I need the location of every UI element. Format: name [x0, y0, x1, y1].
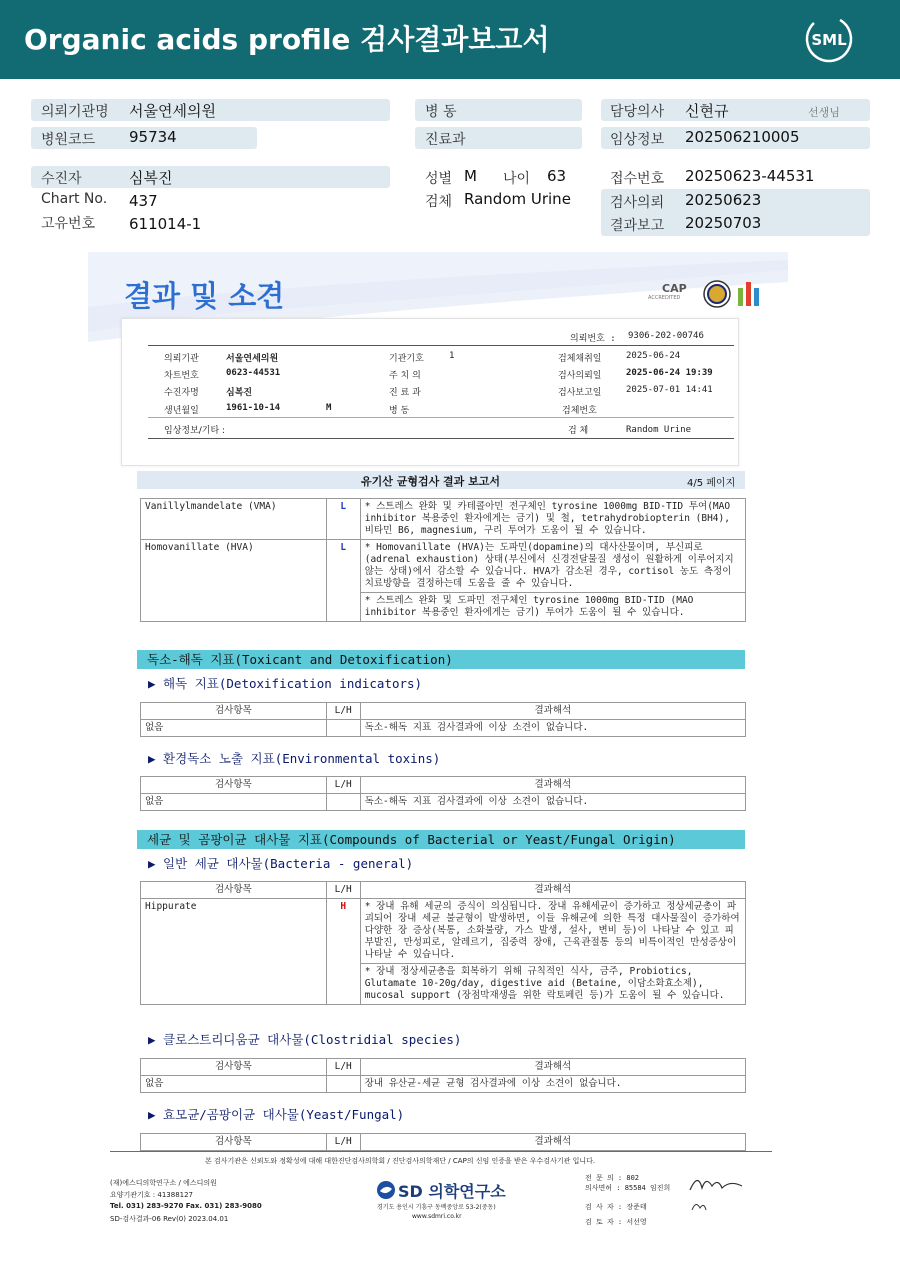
hosp-code-value: 95734: [129, 128, 177, 146]
footer-sig-3: 검 사 자 : 장준태: [585, 1203, 647, 1211]
col-item: 검사항목: [141, 1059, 327, 1076]
table-row: [141, 1076, 746, 1093]
detox-table: [140, 702, 746, 737]
page-header: [0, 0, 900, 79]
seal-icon: [703, 280, 731, 308]
col-interp: 결과해석: [360, 1134, 745, 1151]
none-cell: 없음: [141, 794, 327, 811]
req-inst-label: 의뢰기관명: [41, 104, 109, 120]
col-lh: L/H: [326, 882, 360, 899]
table-row: [141, 499, 746, 540]
page-title: Organic acids profile 검사결과보고서: [24, 23, 550, 56]
toxicant-band: 독소-해독 지표(Toxicant and Detoxification): [137, 650, 745, 669]
bacteria-general-subheading: ▶ 일반 세균 대사물(Bacteria - general): [148, 856, 414, 871]
col-interp: 결과해석: [360, 1059, 745, 1076]
col-lh: L/H: [326, 777, 360, 794]
hva-name: Homovanillate (HVA): [141, 540, 327, 622]
yeast-subheading: ▶ 효모균/곰팡이균 대사물(Yeast/Fungal): [148, 1107, 405, 1122]
none-text: 독소-해독 지표 검사결과에 이상 소견이 없습니다.: [360, 720, 745, 737]
sd-brand-icon: [376, 1180, 396, 1200]
patient-label: 수진자명: [164, 388, 199, 398]
col-lh: L/H: [326, 1134, 360, 1151]
detox-subheading: ▶ 해독 지표(Detoxification indicators): [148, 676, 423, 691]
env-toxins-subheading: ▶ 환경독소 노출 지표(Environmental toxins): [148, 751, 441, 766]
hva-text-2: * 스트레스 완화 및 도파민 전구체인 tyrosine 1000mg BID-TID (MAO inhibitor 복용중인 환자에게는 금기) 투여가 도움이 될 수 있습니다.: [360, 593, 745, 622]
footer-left-4: SD-검사결과-06 Rev(0) 2023.04.01: [110, 1215, 229, 1223]
inst-code-value: 1: [449, 351, 455, 361]
report-page-title: 유기산 균형검사 결과 보고서: [361, 475, 500, 488]
footer-sig-1: 전 문 의 : 802: [585, 1174, 640, 1182]
none-cell: 없음: [141, 720, 327, 737]
report-document: [88, 252, 788, 1157]
specimen-value-2: Random Urine: [626, 425, 692, 435]
chart-label: Chart No.: [41, 191, 108, 207]
uid-label: 고유번호: [41, 216, 96, 232]
doctor-label-2: 주 치 의: [389, 371, 421, 381]
col-interp: 결과해석: [360, 703, 745, 720]
accreditation-logo-icon: [736, 280, 762, 308]
doctor-suffix: 선생님: [808, 106, 840, 119]
yeast-table: [140, 1133, 746, 1151]
bacterial-band: 세균 및 곰팡이균 대사물 지표(Compounds of Bacterial or Yeast/Fungal Origin): [137, 830, 745, 849]
sex-value: M: [464, 167, 477, 185]
table-row: [141, 794, 746, 811]
footer-sig-2: 의사면허 : 85584 임진희: [585, 1184, 671, 1192]
dept-label-2: 진 료 과: [389, 388, 421, 398]
ward-label: 병 동: [425, 104, 457, 120]
ward-label-2: 병 동: [389, 406, 410, 416]
sd-brand-name: SD 의학연구소: [398, 1182, 506, 1201]
inst-value: 서울연세의원: [226, 354, 279, 364]
report-info-box: [121, 318, 739, 466]
doctor-value: 신현규: [685, 102, 729, 120]
chart-label-2: 차트번호: [164, 371, 199, 381]
req-inst-value: 서울연세의원: [129, 102, 216, 120]
hva-text-1: * Homovanillate (HVA)는 도파민(dopamine)의 대사산물이며, 부신피로(adrenal exhaustion) 상태(부신에서 신경전달물질 생성이 원활하게 이루어지지 않는 상태)에서 감소할 수 있습니다. HVA가 감소된 경우, cortisol 농도 측정이 치료방향을 결정하는데 도움을 줄 수 있습니다.: [360, 540, 745, 593]
inst-label: 의뢰기관: [164, 354, 199, 364]
page-number: 4/5 페이지: [687, 478, 736, 489]
collect-value: 2025-06-24: [626, 351, 681, 361]
col-item: 검사항목: [141, 777, 327, 794]
col-lh: L/H: [326, 703, 360, 720]
footer-left-3: Tel. 031) 283-9270 Fax. 031) 283-9080: [110, 1202, 262, 1210]
clinical-label-2: 임상정보/기타 :: [164, 426, 226, 436]
hippurate-name: Hippurate: [141, 899, 327, 1005]
rep-date-value: 2025-07-01 14:41: [626, 385, 713, 395]
doctor-label: 담당의사: [610, 104, 665, 120]
signature-icon: [688, 1170, 744, 1196]
col-interp: 결과해석: [360, 777, 745, 794]
footer-left-1: (재)에스디의학연구소 / 에스디의원: [110, 1179, 217, 1187]
age-label: 나이: [503, 171, 531, 187]
col-interp: 결과해석: [360, 882, 745, 899]
footer-website: www.sdmri.co.kr: [412, 1213, 462, 1220]
name-value: 심복진: [129, 169, 173, 187]
none-cell: 없음: [141, 1076, 327, 1093]
hippurate-text-1: * 장내 유해 세균의 증식이 의심됩니다. 장내 유해세균이 증가하고 정상세균총이 파괴되어 장내 세균 불균형이 발생하면, 이들 유해균에 의한 특정 대사물질이 증가하여 다양한 장 증상(복통, 소화불량, 가스 발생, 설사, 변비 등)이 나타날 수 있고 피부발진, 만성피로, 알레르기, 집중력 장애, 근육관절통 등의 비특이적인 만성증상이 나타날 수 있습니다.: [360, 899, 745, 964]
receipt-value: 20250623-44531: [685, 167, 815, 185]
table-row: [141, 720, 746, 737]
name-label: 수진자: [41, 171, 82, 187]
hippurate-lh: H: [326, 899, 360, 1005]
req-no-value: 9306-202-00746: [628, 331, 704, 341]
chart-value: 437: [129, 192, 158, 210]
req-date-value: 2025-06-24 19:39: [626, 368, 713, 378]
req-date-label: 검사의뢰일: [558, 371, 602, 381]
cap-cert-icon: CAP ACCREDITED: [648, 282, 687, 301]
footer-notice: 본 검사기관은 신뢰도와 정확성에 대해 대한진단검사의학회 / 진단검사의학재단 / CAP의 신임 인증을 받은 우수검사기관 입니다.: [205, 1157, 596, 1165]
specimen-label-2: 검 체: [568, 426, 589, 436]
catecholamine-table: [140, 498, 746, 622]
section-title-bar: [137, 471, 745, 489]
requested-value: 20250623: [685, 191, 762, 209]
req-no-label: 의뢰번호 :: [570, 334, 616, 344]
sex-value-2: M: [326, 403, 332, 413]
col-lh: L/H: [326, 1059, 360, 1076]
specimen-label: 검체: [425, 194, 453, 210]
dob-value: 1961-10-14: [226, 403, 281, 413]
row-bg: [31, 166, 390, 188]
uid-value: 611014-1: [129, 215, 202, 233]
footer-left-2: 요양기관기호 : 41388127: [110, 1191, 194, 1199]
collect-label: 검체채취일: [558, 354, 602, 364]
clostridial-table: [140, 1058, 746, 1093]
sex-label: 성별: [425, 171, 453, 187]
hosp-code-label: 병원코드: [41, 132, 96, 148]
env-toxins-table: [140, 776, 746, 811]
none-text: 독소-해독 지표 검사결과에 이상 소견이 없습니다.: [360, 794, 745, 811]
footer-divider: [110, 1151, 772, 1152]
reported-value: 20250703: [685, 214, 762, 232]
clinical-value: 202506210005: [685, 128, 800, 146]
col-item: 검사항목: [141, 1134, 327, 1151]
table-row: [141, 899, 746, 964]
footer-address: 경기도 용인시 기흥구 동백중앙로 53-2(중동): [377, 1204, 496, 1211]
specimen-value: Random Urine: [464, 190, 571, 208]
dept-label: 진료과: [425, 132, 466, 148]
vma-text: * 스트레스 완화 및 카테콜아민 전구체인 tyrosine 1000mg BID-TID 투여(MAO inhibitor 복용중인 환자에게는 금기) 및 철, tetrahydrobiopterin (BH4), 비타민 B6, magnesium, 구리 투여가 도움이 될 수 있습니다.: [360, 499, 745, 540]
clinical-label: 임상정보: [610, 132, 665, 148]
svg-text:SML: SML: [811, 31, 847, 49]
age-value: 63: [547, 167, 567, 185]
vma-name: Vanillylmandelate (VMA): [141, 499, 327, 540]
table-row: [141, 540, 746, 593]
requested-label: 검사의뢰: [610, 195, 665, 211]
rep-date-label: 검사보고일: [558, 388, 602, 398]
footer-sig-4: 검 토 자 : 서선영: [585, 1218, 647, 1226]
none-text-2: 장내 유산균-세균 균형 검사결과에 이상 소견이 없습니다.: [360, 1076, 745, 1093]
col-item: 검사항목: [141, 882, 327, 899]
vma-lh: L: [326, 499, 360, 540]
clostridial-subheading: ▶ 클로스트리디움균 대사물(Clostridial species): [148, 1032, 462, 1047]
result-heading: 결과 및 소견: [124, 279, 285, 313]
dob-label: 생년월일: [164, 406, 199, 416]
patient-value: 심복진: [226, 388, 253, 398]
chart-value-2: 0623-44531: [226, 368, 281, 378]
signature-small-icon: [690, 1198, 708, 1214]
sml-logo-icon: [804, 14, 854, 64]
reported-label: 결과보고: [610, 218, 665, 234]
specno-label: 검체번호: [562, 406, 597, 416]
receipt-label: 접수번호: [610, 171, 665, 187]
inst-code-label: 기관기호: [389, 354, 424, 364]
hva-lh: L: [326, 540, 360, 622]
col-item: 검사항목: [141, 703, 327, 720]
bacteria-table: [140, 881, 746, 1005]
hippurate-text-2: * 장내 정상세균총을 회복하기 위해 규칙적인 식사, 금주, Probiotics, Glutamate 10-20g/day, digestive aid (Betaine, 이담소화효소제), mucosal support (장점막재생을 위한 락토페린 등)가 도움이 될 수 있습니다.: [360, 964, 745, 1005]
